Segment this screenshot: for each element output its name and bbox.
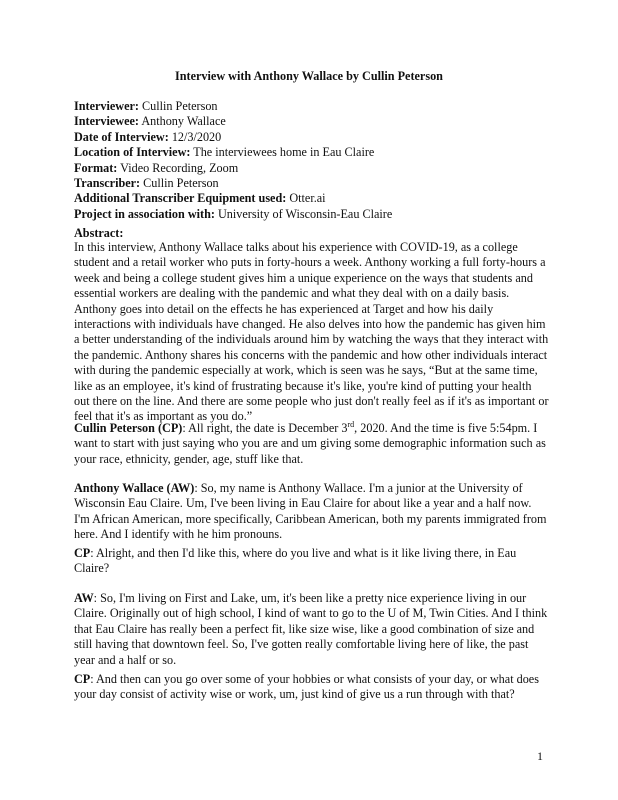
abstract-heading: Abstract:: [74, 226, 124, 240]
transcript-first-line: [74, 481, 549, 496]
metadata-project: [74, 207, 554, 222]
speaker-label: AW: [74, 591, 94, 605]
metadata-format: [74, 161, 554, 176]
metadata-label: Transcriber:: [74, 176, 141, 191]
metadata-equipment: [74, 191, 554, 206]
metadata-value: The interviewees home in Eau Claire: [190, 145, 375, 160]
metadata-label: Interviewer:: [74, 99, 139, 113]
metadata-label: Interviewee:: [74, 114, 139, 129]
transcript-line: Claire. Originally out of high school, I kind of want to go to the U of M, Twin Cities. And I think: [74, 606, 548, 621]
metadata-value: Cullin Peterson: [138, 99, 218, 113]
metadata-label: Location of Interview:: [74, 145, 191, 160]
transcript-turn: [74, 546, 549, 577]
transcript-text: : All right, the date is December 3: [182, 421, 348, 435]
metadata-value: University of Wisconsin-Eau Claire: [214, 206, 393, 221]
abstract-line: In this interview, Anthony Wallace talks about his experience with COVID-19, as a college: [74, 240, 518, 254]
transcript-text: , 2020. And the time is five 5:54pm. I: [354, 421, 538, 435]
metadata-transcriber: [74, 176, 554, 191]
abstract-line: interactions with individuals have changed. He also delves into how the pandemic has given him: [74, 317, 546, 332]
abstract-line: like as an employee, it's kind of frustrating because it's like, you're kind of putting your health: [74, 378, 532, 393]
transcript-line: year and a half or so.: [74, 652, 177, 667]
metadata-label: Additional Transcriber Equipment used:: [74, 191, 287, 206]
transcript-line: here. And I identify with he him pronouns.: [74, 527, 283, 542]
transcript-line: still having that downtown feel. So, I've gotten really comfortable living here of like, the past: [74, 637, 529, 652]
abstract-line: out there on the line. And there are some people who just don't really feel as if it's as important or: [74, 394, 549, 409]
transcript-line: your race, ethnicity, gender, age, stuff like that.: [74, 451, 304, 466]
metadata-interviewer: [74, 99, 554, 114]
abstract-line: the pandemic. Anthony shares his concerns with the pandemic and how other individuals interact: [74, 347, 548, 362]
transcript-text: : Alright, and then I'd like this, where do you live and what is it like living there, in Eau: [90, 546, 517, 560]
transcript-text: : So, I'm living on First and Lake, um, it's been like a pretty nice experience living in our: [93, 591, 527, 605]
transcript-line: Wisconsin Eau Claire. Um, I've been living in Eau Claire for about like a year and a half now.: [74, 496, 532, 511]
page-number: 1: [537, 749, 543, 763]
abstract-line: with during the pandemic especially at work, which is seen was he says, “But at the same time,: [74, 363, 538, 378]
transcript-first-line: [74, 546, 549, 561]
transcript-turn: [74, 672, 549, 703]
ordinal-suffix: rd: [347, 419, 355, 429]
abstract-line: essential workers are dealing with the pandemic and what they deal with on a daily basis.: [74, 286, 510, 301]
abstract-line: student and a retail worker who puts in forty-hours a week. Anthony working a full forty-hours a: [74, 255, 546, 270]
speaker-label: Anthony Wallace (AW): [74, 481, 195, 495]
transcript-first-line: [74, 421, 549, 436]
metadata-label: Format:: [74, 160, 118, 175]
transcript-turn: [74, 421, 549, 467]
abstract-paragraph: [74, 240, 549, 425]
metadata-location: [74, 145, 554, 160]
metadata-value: 12/3/2020: [168, 129, 222, 144]
metadata-label: Date of Interview:: [74, 129, 169, 144]
transcript-turn: [74, 591, 549, 668]
transcript-first-line: [74, 672, 549, 687]
metadata-interviewee: [74, 114, 554, 129]
transcript-line: that Eau Claire has really been a perfect fit, like size wise, like a good combination of size and: [74, 621, 535, 636]
abstract-line: week and being a college student gives him a unique experience on the ways that students and: [74, 270, 533, 285]
metadata-date: [74, 130, 554, 145]
document-title: Interview with Anthony Wallace by Cullin Peterson: [175, 69, 443, 83]
speaker-label: CP: [74, 546, 91, 560]
transcript-line: Claire?: [74, 561, 110, 576]
transcript-line: want to start with just saying who you are and um giving some demographic information such as: [74, 436, 546, 451]
abstract-line: a better understanding of the individuals around him by watching the ways that they interact with: [74, 332, 549, 347]
speaker-label: CP: [74, 672, 91, 686]
transcript-first-line: [74, 591, 549, 606]
abstract-line: feel that it's as important as you do.”: [74, 409, 253, 424]
metadata-value: Anthony Wallace: [138, 114, 226, 129]
transcript-text: : And then can you go over some of your hobbies or what consists of your day, or what does: [90, 672, 539, 686]
metadata-value: Cullin Peterson: [140, 176, 219, 191]
speaker-label: Cullin Peterson (CP): [74, 421, 183, 435]
transcript-turn: [74, 481, 549, 543]
metadata-value: Otter.ai: [286, 191, 326, 206]
metadata-label: Project in association with:: [74, 206, 215, 221]
transcript-line: your day consist of activity wise or work, um, just kind of give us a run through with that?: [74, 687, 515, 702]
metadata-value: Video Recording, Zoom: [117, 160, 239, 175]
abstract-line: Anthony goes into detail on the effects he has experienced at Target and how his daily: [74, 301, 494, 316]
interview-metadata: [74, 99, 554, 222]
transcript-text: : So, my name is Anthony Wallace. I'm a junior at the University of: [194, 481, 523, 495]
transcript-line: I'm African American, more specifically, Caribbean American, both my parents immigrated from: [74, 511, 547, 526]
